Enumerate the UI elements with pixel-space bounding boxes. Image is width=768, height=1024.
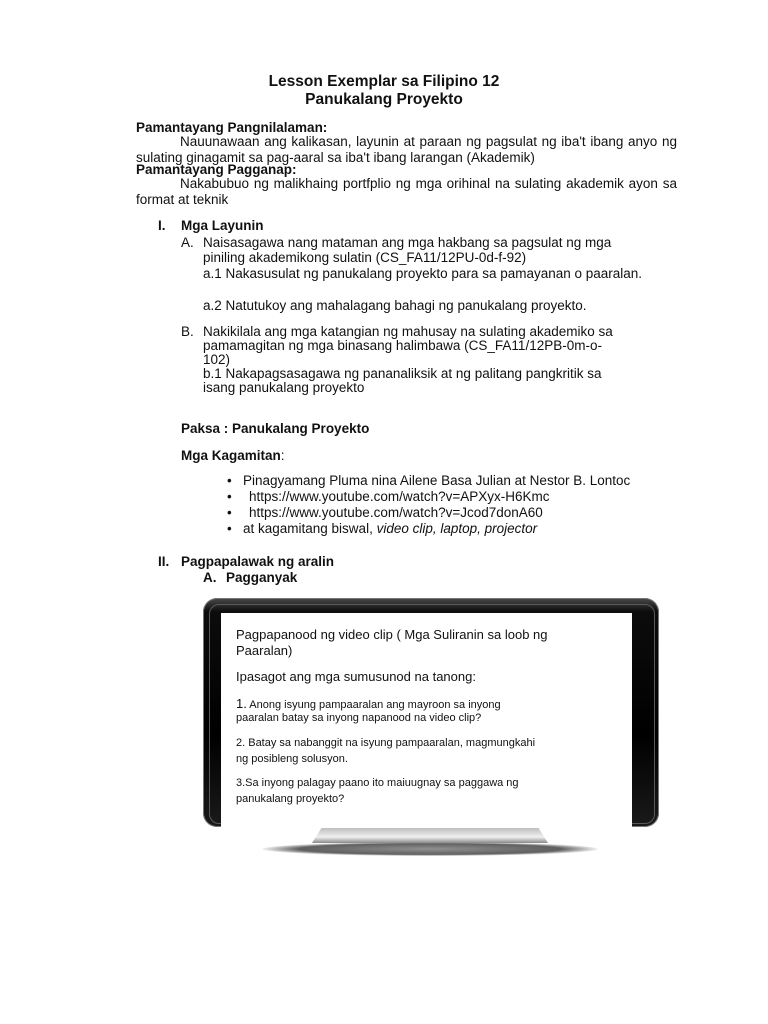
material-visual-text: at kagamitang biswal,: [243, 521, 377, 536]
objective-b-line2: pamamagitan ng mga binasang halimbawa (CS_FA11/12PB-0m-o-: [203, 338, 602, 353]
screen-question-3: 3.Sa inyong palagay paano ito maiuugnay sa paggawa ng: [236, 777, 519, 789]
bullet-icon: •: [227, 489, 232, 504]
section-2-number: II.: [158, 554, 170, 569]
objective-a-line1: Naisasagawa nang mataman ang mga hakbang sa pagsulat ng mga: [203, 235, 612, 250]
subsection-a-letter: A.: [203, 570, 217, 585]
q1-text: Anong isyung pampaaralan ang mayroon sa inyong: [246, 699, 501, 711]
section-2-heading: Pagpapalawak ng aralin: [181, 554, 335, 569]
screen-line2: Paaralan): [236, 643, 293, 658]
objective-a-letter: A.: [181, 235, 194, 250]
content-standard-label: Pamantayang Pangnilalaman:: [136, 120, 328, 135]
materials-label: Mga Kagamitan: [181, 448, 281, 463]
material-item-visual: [243, 521, 537, 536]
screen-question-1-cont: paaralan batay sa inyong napanood na video clip?: [236, 712, 482, 724]
screen-question-3-cont: panukalang proyekto?: [236, 793, 345, 805]
screen-line1: Pagpapanood ng video clip ( Mga Suliranin sa loob ng: [236, 627, 548, 642]
bullet-icon: •: [227, 521, 232, 536]
topic: Paksa : Panukalang Proyekto: [181, 421, 370, 436]
objective-a-line2: piniling akademikong sulatin (CS_FA11/12PU-0d-f-92): [203, 250, 527, 265]
objective-a2: a.2 Natutukoy ang mahalagang bahagi ng panukalang proyekto.: [203, 298, 587, 313]
screen-question-2-cont: ng posibleng solusyon.: [236, 753, 348, 765]
screen-question-2: 2. Batay sa nabanggit na isyung pampaaralan, magmungkahi: [236, 737, 536, 749]
objective-b-line1: Nakikilala ang mga katangian ng mahusay na sulating akademiko sa: [203, 324, 613, 339]
monitor-base: [262, 842, 598, 856]
objective-a1: a.1 Nakasusulat ng panukalang proyekto para sa pamayanan o paaralan.: [203, 266, 643, 281]
objective-b-letter: B.: [181, 324, 194, 339]
materials-colon: :: [280, 448, 285, 463]
material-item: Pinagyamang Pluma nina Ailene Basa Julian at Nestor B. Lontoc: [243, 473, 631, 488]
screen-question-1: [236, 696, 618, 711]
content-standard-text: Nauunawaan ang kalikasan, layunin at paraan ng pagsulat ng iba't ibang anyo ng sulating ginagamit sa pag-aaral sa iba't ibang larangan (Akademik): [136, 134, 677, 165]
objective-b1-line2: isang panukalang proyekto: [203, 380, 365, 395]
objective-b-line3: 102): [203, 352, 231, 367]
q1-number: 1.: [236, 696, 247, 711]
document-title: Lesson Exemplar sa Filipino 12: [268, 73, 500, 90]
performance-standard-label: Pamantayang Pagganap:: [136, 162, 297, 177]
section-1-heading: Mga Layunin: [181, 218, 264, 233]
performance-standard-text: Nakabubuo ng malikhaing portfplio ng mga orihinal na sulating akademik ayon sa format at teknik: [136, 176, 677, 207]
subsection-a-heading: Pagganyak: [226, 570, 298, 585]
section-1-number: I.: [158, 218, 166, 233]
material-visual-italic: video clip, laptop, projector: [376, 521, 538, 536]
monitor-stand: [312, 828, 548, 843]
objective-b1-line1: b.1 Nakapagsasagawa ng pananaliksik at ng palitang pangkritik sa: [203, 366, 602, 381]
material-item: https://www.youtube.com/watch?v=Jcod7donA60: [249, 505, 543, 520]
bullet-icon: •: [227, 473, 232, 488]
screen-instruction: Ipasagot ang mga sumusunod na tanong:: [236, 669, 476, 684]
material-item: https://www.youtube.com/watch?v=APXyx-H6Kmc: [249, 489, 550, 504]
document-subtitle: Panukalang Proyekto: [305, 91, 463, 108]
bullet-icon: •: [227, 505, 232, 520]
materials-heading: [181, 448, 285, 463]
